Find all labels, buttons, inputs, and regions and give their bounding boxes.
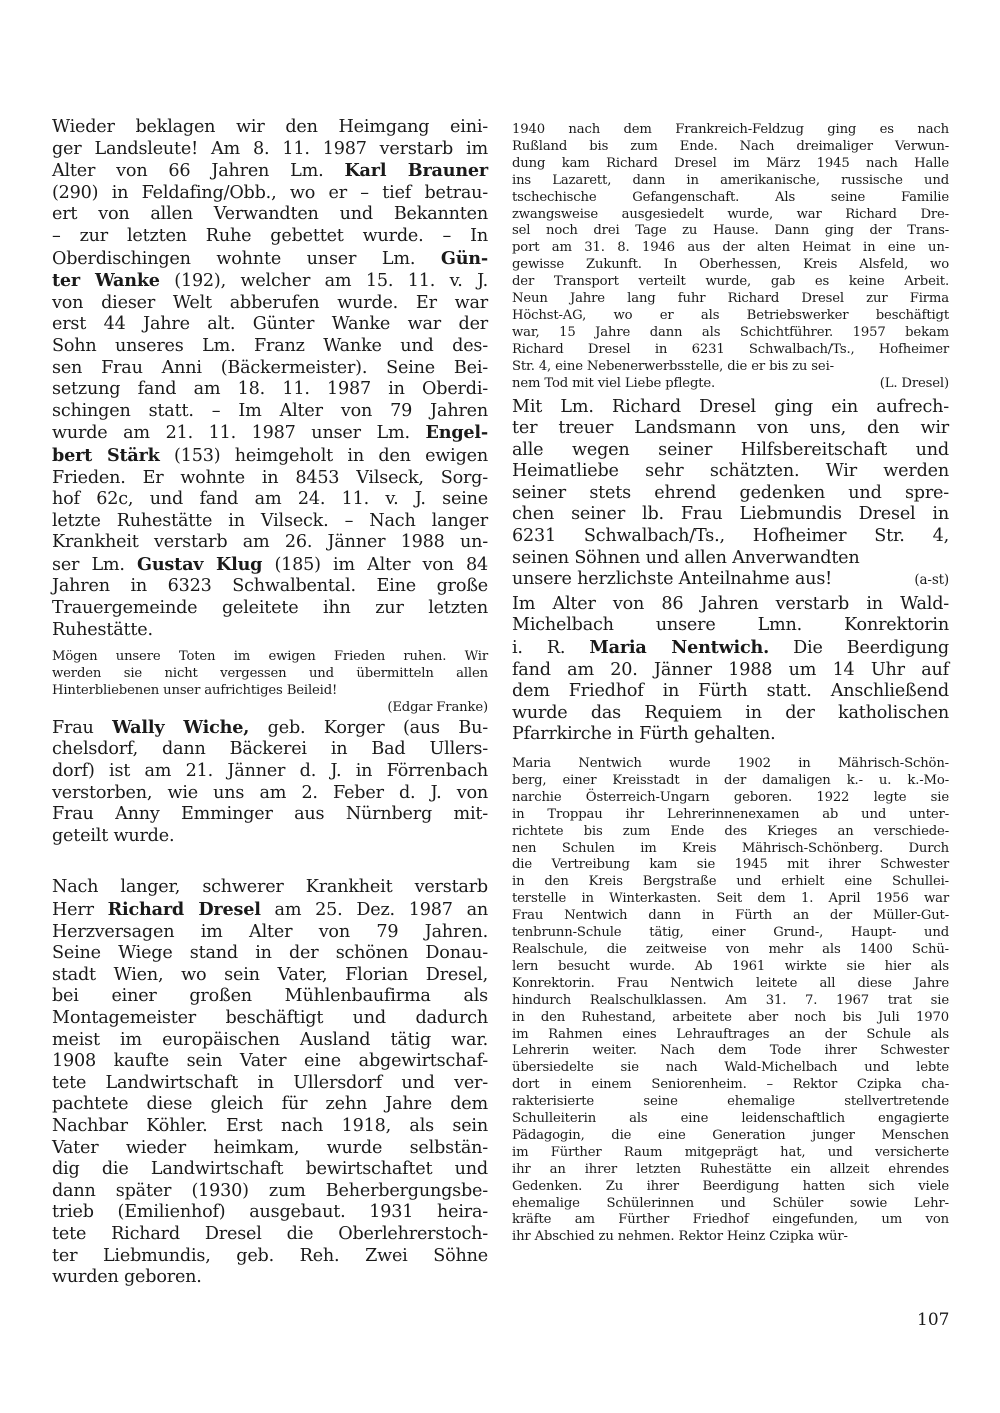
text-line: Frieden. Er wohnte in 8453 Vilseck, Sorg- xyxy=(52,467,488,488)
text-line: dung kam Richard Dresel im März 1945 nach Halle xyxy=(512,155,949,171)
text-line: tete Richard Dresel die Oberlehrerstoch- xyxy=(52,1223,488,1244)
text-line: tschechische Gefangenschaft. Als seine Familie xyxy=(512,189,949,205)
text-line: Oberdischingen wohnte unser Lm. Gün- xyxy=(52,247,488,269)
text-line: werden sie nicht vergessen und übermitteln allen xyxy=(52,666,488,682)
bold-name: Wally Wiche, xyxy=(112,716,250,738)
dresel-condolence-last-line xyxy=(512,569,949,591)
text-line: Frau Anny Emminger aus Nürnberg mit- xyxy=(52,804,488,825)
text-line: in Troppau ihr Lehrerinnenexamen ab und unter- xyxy=(512,806,949,822)
obituary-paragraph-1 xyxy=(52,117,488,641)
text-line: ter Wanke (192), welcher am 15. 11. v. J. xyxy=(52,270,488,292)
text-line: Höchst-AG, wo er als Betriebswerker beschäftigt xyxy=(512,307,949,323)
text-line: dort in einem Seniorenheim. – Rektor Czipka cha- xyxy=(512,1077,949,1093)
text-line: Herr Richard Dresel am 25. Dez. 1987 an xyxy=(52,899,489,921)
bold-name: Gustav Klug xyxy=(137,553,263,575)
bold-name: Karl Brauner xyxy=(344,160,488,182)
text-line: Mögen unsere Toten im ewigen Frieden ruhen. Wir xyxy=(52,649,488,665)
text-line: Michelbach unsere Lmn. Konrektorin xyxy=(512,615,949,636)
text-line: ehemalige Schülerinnen und Schüler sowie Lehr- xyxy=(512,1195,949,1211)
text-line: Seine Wiege stand in der schönen Donau- xyxy=(52,943,488,964)
signature-edgar-franke: (Edgar Franke) xyxy=(387,699,488,715)
text-line: Rußland bis zum Ende. Nach dreimaliger Verwun- xyxy=(512,138,949,154)
text-line: Richard Dresel in 6231 Schwalbach/Ts., Hofheimer xyxy=(512,341,949,357)
text-line: im Fürther Raum mitgeprägt hat, und versicherte xyxy=(512,1144,949,1160)
text-line: Jahren in 6323 Schwalbental. Eine große xyxy=(52,576,488,597)
text-line: wurden geboren. xyxy=(52,1267,202,1288)
text-line: gewisse Zukunft. In Oberhessen, Kreis Alsfeld, wo xyxy=(512,257,949,273)
text-line: sel noch drei Tage zu Hause. Dann ging der Trans- xyxy=(512,223,949,239)
text-line: fand am 20. Jänner 1988 um 14 Uhr auf xyxy=(512,659,949,680)
text-line: setzung fand am 18. 11. 1987 in Oberdi- xyxy=(52,379,488,400)
text-line: 1940 nach dem Frankreich-Feldzug ging es nach xyxy=(512,122,949,137)
text-line: Im Alter von 86 Jahren verstarb in Wald- xyxy=(512,593,949,614)
text-line: terstelle in Winterkasten. Seit dem 1. April 1956 war xyxy=(512,891,949,907)
text-line: Frau Nentwich dann in Fürth an der Müller-Gut- xyxy=(512,908,949,924)
text-line: Realschule, die zeitweise von mehr als 1400 Schü- xyxy=(512,941,949,957)
text-line: verstorben, wie uns am 2. Feber d. J. von xyxy=(52,782,488,803)
text-line: ter treuer Landsmann von uns, den wir xyxy=(512,418,949,439)
text-line: Ruhestätte. xyxy=(52,619,153,640)
text-line: seiner stets ehrend gedenken und spre- xyxy=(512,482,949,503)
text-line: schingen statt. – Im Alter von 79 Jahren xyxy=(52,400,488,421)
text-line: stadt Wien, wo sein Vater, Florian Dresel, xyxy=(52,964,488,985)
text-line: geteilt wurde. xyxy=(52,825,175,846)
text-line: ger Landsleute! Am 8. 11. 1987 verstarb im xyxy=(52,138,488,159)
text-line: Frau Wally Wiche, geb. Korger (aus Bu- xyxy=(52,716,488,738)
text-line: Pädagogin, die eine Generation junger Menschen xyxy=(512,1127,949,1143)
text-line: letzte Ruhestätte in Vilseck. – Nach langer xyxy=(52,510,488,531)
text-line: Vater wieder heimkam, wurde selbstän- xyxy=(52,1137,488,1158)
condolence-paragraph xyxy=(52,649,488,700)
bold-name: Gün- xyxy=(440,247,488,269)
text-line: ins Lazarett, dann in amerikanische, russische und xyxy=(512,172,949,188)
text-line: lern besucht wurde. Ab 1961 wirkte sie hier als xyxy=(512,958,949,974)
text-line: hindurch Realschulklassen. Am 31. 7. 1967 trat sie xyxy=(512,992,949,1008)
text-line: wurde am 21. 11. 1987 unser Lm. Engel- xyxy=(52,422,488,444)
nentwich-biography xyxy=(512,756,949,1246)
text-line: war, 15 Jahre dann als Schichtführer. 1957 bekam xyxy=(512,324,949,340)
text-line: in den Kreis Bergstraße und erhielt eine Schullei- xyxy=(512,874,949,890)
text-line: Wieder beklagen wir den Heimgang eini- xyxy=(52,117,488,137)
text-line: dem Friedhof in Fürth statt. Anschließend xyxy=(512,681,949,702)
text-line: Hinterbliebenen unser aufrichtiges Beileid! xyxy=(52,683,338,699)
text-line: richtete bis zum Ende des Krieges an verschiede- xyxy=(512,823,949,839)
bold-name: Engel- xyxy=(425,422,488,444)
text-line: Krankheit verstarb am 26. Jänner 1988 un- xyxy=(52,532,488,553)
text-line: 6231 Schwalbach/Ts., Hofheimer Str. 4, xyxy=(512,526,949,547)
text-line: chen seiner lb. Frau Liebmundis Dresel in xyxy=(512,504,949,525)
dresel-biography-last-text: nem Tod mit viel Liebe pflegte. xyxy=(512,375,716,391)
text-line: (290) in Feldafing/Obb., wo er – tief betrau- xyxy=(52,182,488,203)
text-line: seinen Söhnen und allen Anverwandten xyxy=(512,547,860,568)
text-line: dann später (1930) zum Beherbergungsbe- xyxy=(52,1180,488,1201)
text-line: Gedenken. Zu ihrer Beerdigung hatten sich viele xyxy=(512,1178,949,1194)
text-line: nen Schulen im Kreis Mährisch-Schönberg. Durch xyxy=(512,840,949,856)
text-line: i. R. Maria Nentwich. Die Beerdigung xyxy=(512,637,949,659)
signature-a-st: (a-st) xyxy=(914,572,949,589)
text-line: Alter von 66 Jahren Lm. Karl Brauner xyxy=(52,160,488,182)
obituary-maria-nentwich xyxy=(512,594,949,746)
dresel-biography-continued xyxy=(512,122,949,376)
obituary-richard-dresel xyxy=(52,877,488,1288)
text-line: tenbrunn-Schule tätig, einer Grund-, Haupt- und xyxy=(512,925,949,941)
text-line: bert Stärk (153) heimgeholt in den ewigen xyxy=(52,444,488,466)
text-line: Maria Nentwich wurde 1902 in Mährisch-Schön- xyxy=(512,756,949,771)
text-line: dig die Landwirtschaft bewirtschaftet und xyxy=(52,1159,488,1180)
text-line: trieb (Emilienhof) ausgebaut. 1931 heira- xyxy=(52,1202,488,1223)
left-column xyxy=(52,117,488,1289)
text-line: alle wegen seiner Hilfsbereitschaft und xyxy=(512,439,949,460)
signature-l-dresel: (L. Dresel) xyxy=(879,375,949,391)
text-line: bei einer großen Mühlenbaufirma als xyxy=(52,986,488,1007)
text-line: Konrektorin. Frau Nentwich leitete all diese Jahre xyxy=(512,975,949,991)
text-line: 1908 kaufte sein Vater eine abgewirtschaf- xyxy=(52,1051,488,1072)
text-line: Herzversagen im Alter von 79 Jahren. xyxy=(52,921,488,942)
text-line: ihr Abschied zu nehmen. Rektor Heinz Czipka wür- xyxy=(512,1229,848,1245)
right-column xyxy=(512,122,949,1246)
text-line: meist im europäischen Ausland tätig war. xyxy=(52,1029,488,1050)
text-line: Nach langer, schwerer Krankheit verstarb xyxy=(52,877,488,898)
bold-name: Maria Nentwich. xyxy=(589,637,770,659)
text-line: ihr an ihrer letzten Ruhestätte ein allzeit ehrendes xyxy=(512,1161,949,1177)
text-line: die Vertreibung kam sie 1945 mit ihrer Schwester xyxy=(512,857,949,873)
bold-name: ter Wanke xyxy=(52,270,160,292)
text-line: port am 31. 8. 1946 aus der alten Heimat in eine un- xyxy=(512,240,949,256)
text-line: – zur letzten Ruhe gebettet wurde. – In xyxy=(52,225,488,246)
text-line: hof 62c, und fand am 24. 11. v. J. seine xyxy=(52,489,488,510)
text-line: Nachbar Köhler. Erst nach 1918, als sein xyxy=(52,1115,488,1136)
text-line: dorf) ist am 21. Jänner d. J. in Förrenbach xyxy=(52,761,488,782)
text-line: rakterisierte seine ehemalige stellvertretende xyxy=(512,1094,949,1110)
text-line: Schulleiterin als eine leidenschaftlich engagierte xyxy=(512,1111,949,1127)
text-line: berg, einer Kreisstadt in der damaligen k.- u. k.-Mo- xyxy=(512,772,949,788)
text-line: wurde das Requiem in der katholischen xyxy=(512,702,949,723)
text-line: Lehrerin weiter. Nach dem Tode ihrer Schwester xyxy=(512,1043,949,1059)
text-line: chelsdorf, dann Bäckerei in Bad Ullers- xyxy=(52,739,488,760)
obituary-wally-wiche xyxy=(52,717,488,848)
text-line: Str. 4, eine Nebenerwerbsstelle, die er bis zu sei- xyxy=(512,358,834,374)
text-line: sen Frau Anni (Bäckermeister). Seine Bei- xyxy=(52,357,488,378)
text-line: Sohn unseres Lm. Franz Wanke und des- xyxy=(52,335,488,356)
dresel-condolence xyxy=(512,397,949,570)
text-line: ter Liebmundis, geb. Reh. Zwei Söhne xyxy=(52,1245,488,1266)
text-line: Pfarrkirche in Fürth gehalten. xyxy=(512,724,776,745)
text-line: der Transport verteilt wurde, gab es keine Arbeit. xyxy=(512,274,949,290)
text-line: Trauergemeinde geleitete ihn zur letzten xyxy=(52,598,488,619)
text-line: erst 44 Jahre alt. Günter Wanke war der xyxy=(52,314,488,335)
text-line: in den Ruhestand, arbeitete aber noch bis Juli 1970 xyxy=(512,1009,949,1025)
text-line: kräfte am Fürther Friedhof eingefunden, um von xyxy=(512,1212,949,1228)
text-line: narchie Österreich-Ungarn geboren. 1922 legte sie xyxy=(512,789,949,805)
text-line: tete Landwirtschaft in Ullersdorf und ver- xyxy=(52,1072,488,1093)
text-line: zwangsweise ausgesiedelt wurde, war Richard Dre- xyxy=(512,206,949,222)
page-number: 107 xyxy=(917,1310,950,1330)
text-line: im Rahmen eines Lehrauftrages an der Schule als xyxy=(512,1026,949,1042)
text-line: Heimatliebe sehr schätzten. Wir werden xyxy=(512,461,949,482)
text-line: Neun Jahre lang fuhr Richard Dresel zur Firma xyxy=(512,291,949,307)
dresel-biography-last-line xyxy=(512,376,949,393)
text-line: von dieser Welt abberufen wurde. Er war xyxy=(52,292,488,313)
text-line: pachtete diese gleich für zehn Jahre dem xyxy=(52,1094,488,1115)
text-line: Montagemeister beschäftigt und dadurch xyxy=(52,1008,488,1028)
text-line: Mit Lm. Richard Dresel ging ein aufrech- xyxy=(512,396,949,417)
text-line: ert von allen Verwandten und Bekannten xyxy=(52,204,488,225)
bold-name: Richard Dresel xyxy=(107,899,261,921)
text-line: ser Lm. Gustav Klug (185) im Alter von 84 xyxy=(52,553,488,575)
bold-name: bert Stärk xyxy=(52,444,160,466)
text-line: übersiedelte sie nach Wald-Michelbach und lebte xyxy=(512,1060,949,1076)
dresel-condolence-last-text: unsere herzlichste Anteilnahme aus! xyxy=(512,569,833,590)
